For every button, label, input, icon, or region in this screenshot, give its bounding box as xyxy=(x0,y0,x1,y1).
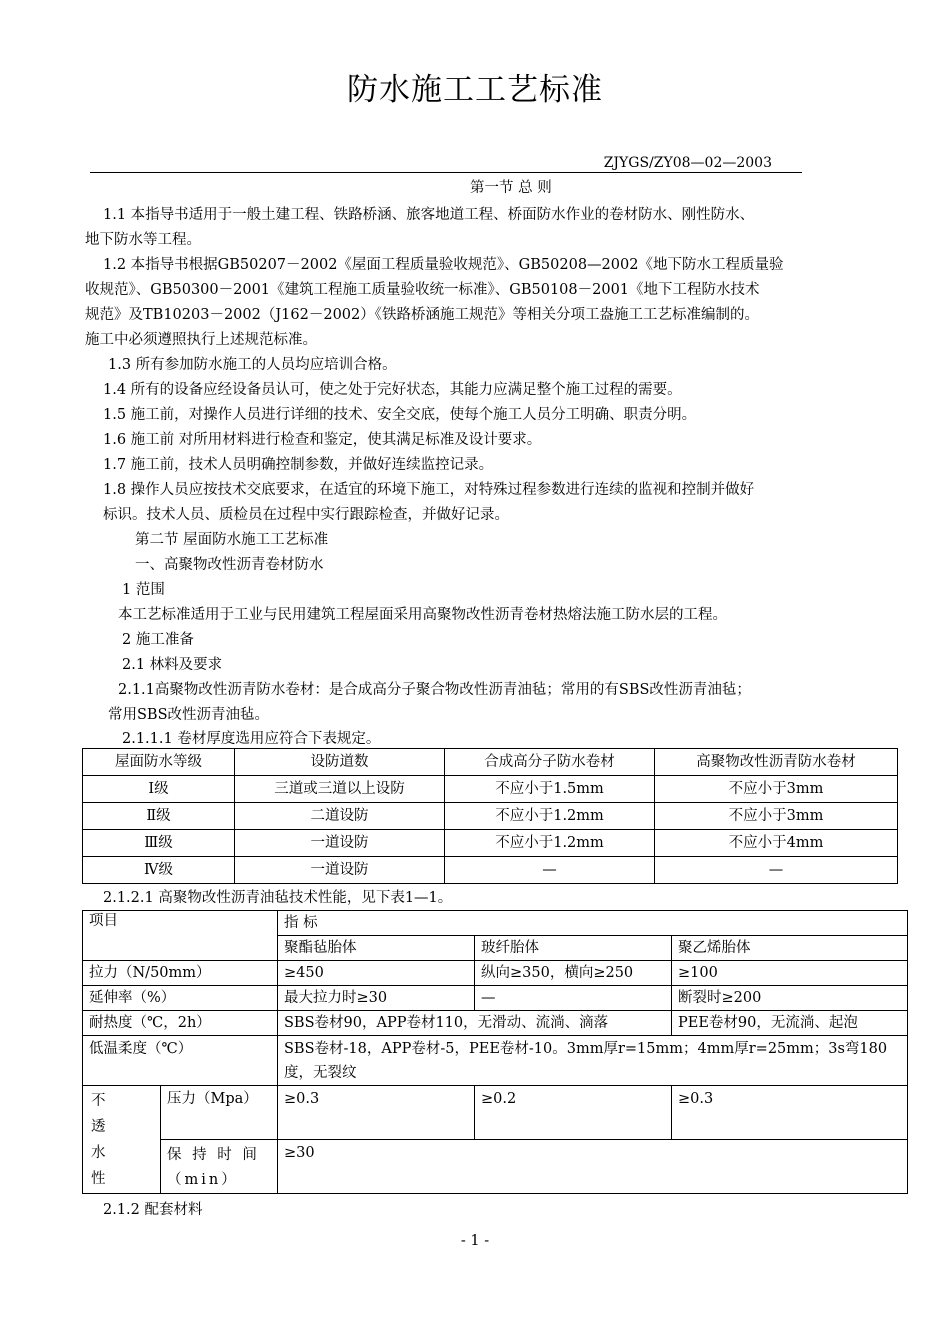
hold-time-label: 保 持 时 间（min） xyxy=(161,1140,278,1194)
table-row xyxy=(83,1036,908,1086)
impermeability-label xyxy=(83,1086,161,1194)
para-1-2-line4: 施工中必须遵照执行上述规范标准。 xyxy=(85,332,317,348)
table-cell: — xyxy=(655,857,898,884)
table-cell: 不应小于3mm xyxy=(655,776,898,803)
table-cell: 不应小于1.2mm xyxy=(445,830,655,857)
item-header: 项目 xyxy=(83,911,278,961)
doc-number-line xyxy=(90,155,802,173)
table-cell: Ⅳ级 xyxy=(83,857,235,884)
material-2-1-1-line2: 常用SBS改性沥青油毡。 xyxy=(108,707,270,723)
material-2-1-1-line1: 2.1.1高聚物改性沥青防水卷材：是合成高分子聚合物改性沥青油毡；常用的有SBS改性沥青油毡； xyxy=(118,682,751,698)
table-cell: PEE卷材90，无流淌、起泡 xyxy=(672,1011,908,1036)
section2-subheading: 一、高聚物改性沥青卷材防水 xyxy=(135,557,324,573)
para-1-8-line1: 1.8 操作人员应按技术交底要求，在适宜的环境下施工，对特殊过程参数进行连续的监视和控制并做好 xyxy=(103,482,755,498)
col-pe: 聚乙烯胎体 xyxy=(672,936,908,961)
vertical-char: 性 xyxy=(91,1171,106,1187)
table-cell: ≥30 xyxy=(278,1140,908,1194)
table-row xyxy=(83,961,908,986)
para-1-2-line1: 1.2 本指导书根据GB50207－2002《屋面工程质量验收规范》、GB50208—2002《地下防水工程质量验 xyxy=(103,257,784,273)
para-1-2-line2: 收规范》、GB50300－2001《建筑工程施工质量验收统一标准》、GB50108－2001《地下工程防水技术 xyxy=(85,282,760,298)
table-row xyxy=(83,776,898,803)
table-cell: — xyxy=(445,857,655,884)
thickness-table xyxy=(82,748,898,884)
table-cell: 一道设防 xyxy=(235,857,445,884)
page-title: 防水施工工艺标准 xyxy=(347,72,603,108)
table-row xyxy=(83,830,898,857)
header-cell: 合成高分子防水卷材 xyxy=(445,749,655,776)
table-cell: 断裂时≥200 xyxy=(672,986,908,1011)
table-cell: 不应小于1.5mm xyxy=(445,776,655,803)
tensile-label: 拉力（N/50mm） xyxy=(83,961,278,986)
doc-number: ZJYGS/ZY08—02—2003 xyxy=(603,155,772,171)
material-2-1-2: 2.1.2 配套材料 xyxy=(103,1202,203,1218)
table-cell: 三道或三道以上设防 xyxy=(235,776,445,803)
table-cell: Ⅱ级 xyxy=(83,803,235,830)
para-1-3: 1.3 所有参加防水施工的人员均应培训合格。 xyxy=(108,357,397,373)
material-heading: 2.1 林料及要求 xyxy=(122,657,223,673)
table-cell: SBS卷材90，APP卷材110，无滑动、流淌、滴落 xyxy=(278,1011,672,1036)
col-glass: 玻纤胎体 xyxy=(475,936,672,961)
flex-label: 低温柔度（℃） xyxy=(83,1036,278,1086)
table-cell: 纵向≥350，横向≥250 xyxy=(475,961,672,986)
para-1-6: 1.6 施工前 对所用材料进行检查和鉴定，使其满足标准及设计要求。 xyxy=(103,432,542,448)
header-cell: 高聚物改性沥青防水卷材 xyxy=(655,749,898,776)
table-row xyxy=(83,1140,908,1194)
table-header-row xyxy=(83,749,898,776)
para-1-2-line3: 规范》及TB10203－2002（J162－2002）《铁路桥涵施工规范》等相关分项工盎施工工艺标准编制的。 xyxy=(85,307,759,323)
table-cell: ≥0.2 xyxy=(475,1086,672,1140)
table-cell: 最大拉力时≥30 xyxy=(278,986,475,1011)
table-row xyxy=(83,1011,908,1036)
para-1-7: 1.7 施工前，技术人员明确控制参数，并做好连续监控记录。 xyxy=(103,457,494,473)
para-1-4: 1.4 所有的设备应经设备员认可，使之处于完好状态，其能力应满足整个施工过程的需要。 xyxy=(103,382,682,398)
vertical-char: 水 xyxy=(91,1145,106,1161)
material-2-1-1-1: 2.1.1.1 卷材厚度选用应符合下表规定。 xyxy=(122,731,381,747)
header-cell: 设防道数 xyxy=(235,749,445,776)
para-1-8-line2: 标识。技术人员、质检员在过程中实行跟踪检查，并做好记录。 xyxy=(103,507,509,523)
section1-heading: 第一节 总 则 xyxy=(470,180,552,196)
table-cell: 一道设防 xyxy=(235,830,445,857)
table-cell: Ⅰ级 xyxy=(83,776,235,803)
vertical-char: 透 xyxy=(91,1119,106,1135)
table-cell: 不应小于1.2mm xyxy=(445,803,655,830)
scope-text: 本工艺标准适用于工业与民用建筑工程屋面采用高聚物改性沥青卷材热熔法施工防水层的工程。 xyxy=(118,607,727,623)
scope-heading: 1 范围 xyxy=(122,582,165,598)
vertical-char: 不 xyxy=(91,1093,106,1109)
table-row xyxy=(83,1086,908,1140)
table-cell: ≥100 xyxy=(672,961,908,986)
table-cell: 不应小于3mm xyxy=(655,803,898,830)
prep-heading: 2 施工准备 xyxy=(122,632,194,648)
table-row xyxy=(83,986,908,1011)
material-2-1-2-1: 2.1.2.1 高聚物改性沥青油毡技术性能，见下表1—1。 xyxy=(103,890,453,906)
table-row xyxy=(83,911,908,936)
para-1-5: 1.5 施工前，对操作人员进行详细的技术、安全交底，使每个施工人员分工明确、职责分明。 xyxy=(103,407,697,423)
table-cell: 二道设防 xyxy=(235,803,445,830)
table-cell: SBS卷材-18，APP卷材-5，PEE卷材-10。3mm厚r=15mm；4mm厚r=25mm；3s弯180度，无裂纹 xyxy=(278,1036,908,1086)
table-row xyxy=(83,803,898,830)
elongation-label: 延伸率（%） xyxy=(83,986,278,1011)
table-cell: ≥0.3 xyxy=(278,1086,475,1140)
table-cell: Ⅲ级 xyxy=(83,830,235,857)
table-cell: — xyxy=(475,986,672,1011)
page-number: - 1 - xyxy=(460,1233,490,1249)
table-cell: ≥450 xyxy=(278,961,475,986)
index-header: 指 标 xyxy=(278,911,908,936)
table-cell: ≥0.3 xyxy=(672,1086,908,1140)
para-1-1-line1: 1.1 本指导书适用于一般土建工程、铁路桥涵、旅客地道工程、桥面防水作业的卷材防水、刚性防水、 xyxy=(103,207,755,223)
table-cell: 不应小于4mm xyxy=(655,830,898,857)
section2-heading: 第二节 屋面防水施工工艺标准 xyxy=(135,532,329,548)
performance-table xyxy=(82,910,908,1194)
header-cell: 屋面防水等级 xyxy=(83,749,235,776)
pressure-label: 压力（Mpa） xyxy=(161,1086,278,1140)
col-polyester: 聚酯毡胎体 xyxy=(278,936,475,961)
table-row xyxy=(83,857,898,884)
para-1-1-line2: 地下防水等工程。 xyxy=(85,232,201,248)
heat-label: 耐热度（℃，2h） xyxy=(83,1011,278,1036)
